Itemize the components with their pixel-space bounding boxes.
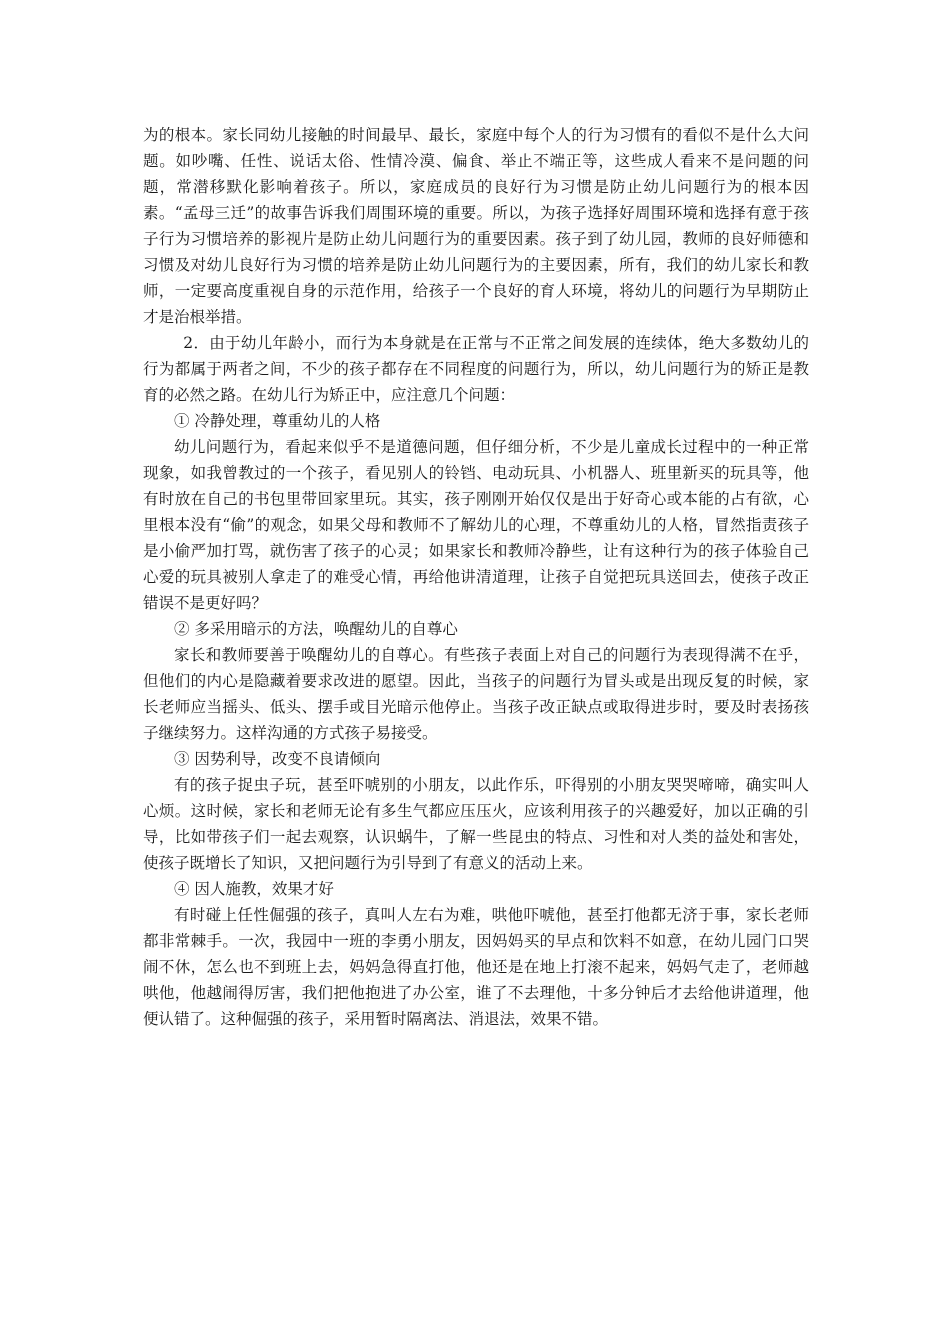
paragraph-numbered-2: 2．由于幼儿年龄小，而行为本身就是在正常与不正常之间发展的连续体，绝大多数幼儿的行为都属于两者之间，不少的孩子都存在不同程度的问题行为，所以，幼儿问题行为的矫正是教育的必然之路。在幼儿行为矫正中，应注意几个问题： (143, 334, 809, 404)
paragraph-body-3: 有的孩子捉虫子玩，甚至吓唬别的小朋友，以此作乐，吓得别的小朋友哭哭啼啼，确实叫人心烦。这时候，家长和老师无论有多生气都应压压火，应该利用孩子的兴趣爱好，加以正确的引导，比如带孩子们一起去观察，认识蜗牛，了解一些昆虫的特点、习性和对人类的益处和害处，使孩子既增长了知识，又把问题行为引导到了有意义的活动上来。 (143, 776, 809, 872)
subheading-3: ③ 因势利导，改变不良请倾向 (174, 750, 381, 768)
paragraph-continuation: 为的根本。家长同幼儿接触的时间最早、最长，家庭中每个人的行为习惯有的看似不是什么大问题。如吵嘴、任性、说话太俗、性情冷漠、偏食、举止不端正等，这些成人看来不是问题的问题，常潜移默化影响着孩子。所以，家庭成员的良好行为习惯是防止幼儿问题行为的根本因素。“孟母三迁”的故事告诉我们周围环境的重要。所以，为孩子选择好周围环境和选择有意于孩子行为习惯培养的影视片是防止幼儿问题行为的重要因素。孩子到了幼儿园，教师的良好师德和习惯及对幼儿良好行为习惯的培养是防止幼儿问题行为的主要因素，所有，我们的幼儿家长和教师，一定要高度重视自身的示范作用，给孩子一个良好的育人环境，将幼儿的问题行为早期防止才是治根举措。 (143, 126, 809, 326)
paragraph-body-2: 家长和教师要善于唤醒幼儿的自尊心。有些孩子表面上对自己的问题行为表现得满不在乎，但他们的内心是隐藏着要求改进的愿望。因此，当孩子的问题行为冒头或是出现反复的时候，家长老师应当摇头、低头、摆手或目光暗示他停止。当孩子改正缺点或取得进步时，要及时表扬孩子继续努力。这样沟通的方式孩子易接受。 (143, 646, 809, 742)
paragraph-body-1: 幼儿问题行为，看起来似乎不是道德问题，但仔细分析，不少是儿童成长过程中的一种正常现象，如我曾教过的一个孩子，看见别人的铃铛、电动玩具、小机器人、班里新买的玩具等，他有时放在自己的书包里带回家里玩。其实，孩子刚刚开始仅仅是出于好奇心或本能的占有欲，心里根本没有“偷”的观念，如果父母和教师不了解幼儿的心理，不尊重幼儿的人格，冒然指责孩子是小偷严加打骂，就伤害了孩子的心灵；如果家长和教师冷静些，让有这种行为的孩子体验自己心爱的玩具被别人拿走了的难受心情，再给他讲清道理，让孩子自觉把玩具送回去，使孩子改正错误不是更好吗？ (143, 438, 809, 612)
subheading-4: ④ 因人施教，效果才好 (174, 880, 334, 898)
document-body (143, 122, 809, 1032)
subheading-2: ② 多采用暗示的方法，唤醒幼儿的自尊心 (174, 620, 458, 638)
paragraph-body-4: 有时碰上任性倔强的孩子，真叫人左右为难，哄他吓唬他，甚至打他都无济于事，家长老师都非常棘手。一次，我园中一班的李勇小朋友，因妈妈买的早点和饮料不如意，在幼儿园门口哭闹不休，怎么也不到班上去，妈妈急得直打他，他还是在地上打滚不起来，妈妈气走了，老师越哄他，他越闹得厉害，我们把他抱进了办公室，谁了不去理他，十多分钟后才去给他讲道理，他便认错了。这种倔强的孩子，采用暂时隔离法、消退法，效果不错。 (143, 906, 809, 1028)
subheading-1: ① 冷静处理，尊重幼儿的人格 (174, 412, 381, 430)
